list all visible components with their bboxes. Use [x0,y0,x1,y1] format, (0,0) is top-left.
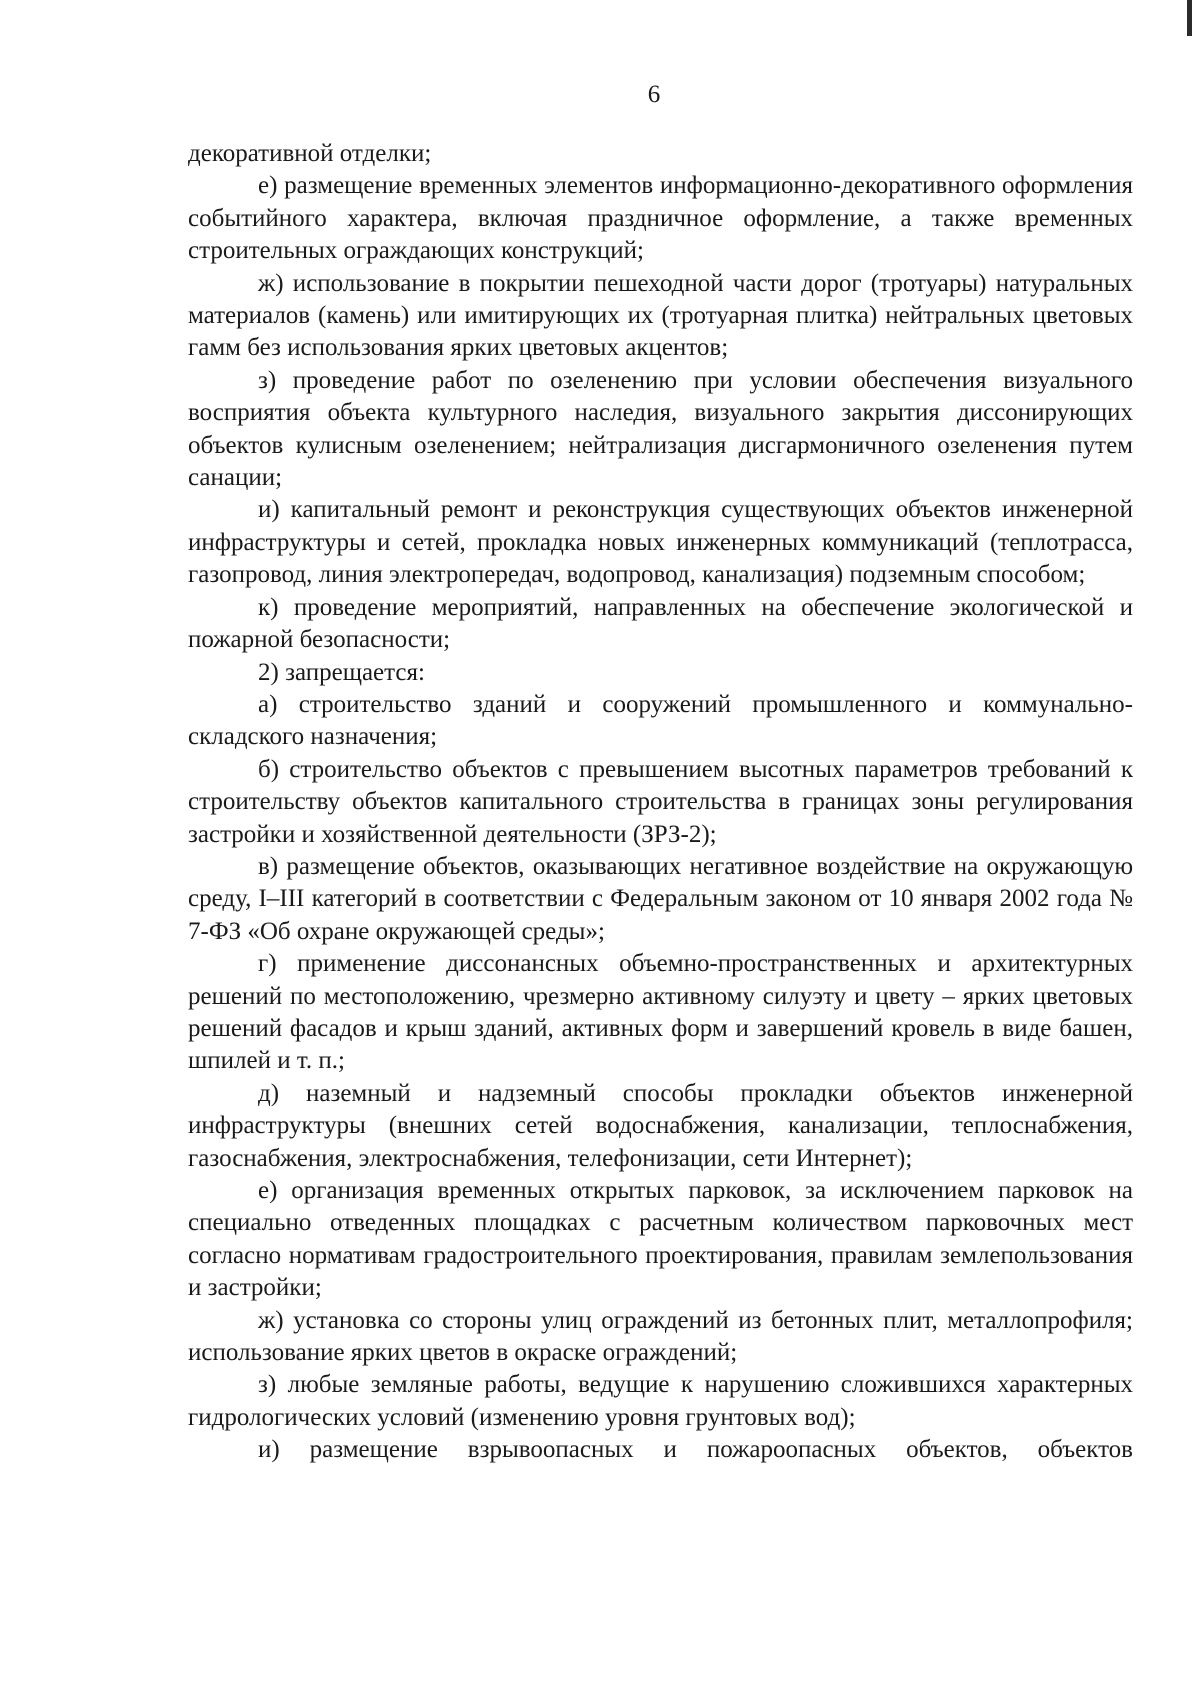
paragraph-prohibited-b: б) строительство объектов с превышением высотных параметров требований к строительству объектов капитального строительства в границах зоны регулирования застройки и хозяйственной деятельности (ЗРЗ-2); [188,755,1133,848]
paragraph-prohibited-zh: ж) установка со стороны улиц ограждений из бетонных плит, металлопрофиля; использование ярких цветов в окраске ограждений; [188,1306,1133,1367]
paragraph-item-zh: ж) использование в покрытии пешеходной части дорог (тротуары) натуральных материалов (камень) или имитирующих их (тротуарная плитка) нейтральных цветовых гамм без использования ярких цветовых акцентов; [188,269,1133,362]
document-body [188,138,1133,1467]
paragraph-prohibited-z: з) любые земляные работы, ведущие к нарушению сложившихся характерных гидрологических условий (изменению уровня грунтовых вод); [188,1371,1133,1431]
paragraph-prohibited-g: г) применение диссонансных объемно-пространственных и архитектурных решений по местоположению, чрезмерно активному силуэту и цвету – ярких цветовых решений фасадов и крыш зданий, активных форм и завершений кровель в виде башен, шпилей и т. п.; [188,950,1133,1075]
paragraph-prohibited-v: в) размещение объектов, оказывающих негативное воздействие на окружающую среду, I–III категорий в соответствии с Федеральным законом от 10 января 2002 года № 7-ФЗ «Об охране окружающей среды»; [188,852,1133,945]
paragraph-item-i: и) капитальный ремонт и реконструкция существующих объектов инженерной инфраструктуры и сетей, прокладка новых инженерных коммуникаций (теплотрасса, газопровод, линия электропередач, водопровод, канализация) подземным способом; [188,496,1133,589]
paragraph-item-e: е) размещение временных элементов информационно-декоративного оформления событийного характера, включая праздничное оформление, а также временных строительных ограждающих конструкций; [188,172,1133,265]
paragraph-continuation: декоративной отделки; [188,140,432,167]
paragraph-prohibited-heading: 2) запрещается: [258,658,425,686]
paragraph-item-z: з) проведение работ по озеленению при условии обеспечения визуального восприятия объекта культурного наследия, визуального закрытия диссонирующих объектов кулисным озеленением; нейтрализация дисгармоничного озеленения путем санации; [188,366,1133,492]
paragraph-prohibited-e: е) организация временных открытых парковок, за исключением парковок на специально отведенных площадках с расчетным количеством парковочных мест согласно нормативам градостроительного проектирования, правилам землепользования и застройки; [188,1177,1133,1302]
paragraph-item-k: к) проведение мероприятий, направленных на обеспечение экологической и пожарной безопасности; [188,593,1133,654]
paragraph-prohibited-i: и) размещение взрывоопасных и пожароопасных объектов, объектов [258,1436,1133,1464]
scan-edge-mark [1187,0,1192,36]
paragraph-prohibited-d: д) наземный и надземный способы прокладки объектов инженерной инфраструктуры (внешних сетей водоснабжения, канализации, теплоснабжения, газоснабжения, электроснабжения, телефонизации, сети Интернет); [188,1079,1133,1172]
page-number: 6 [647,81,661,108]
paragraph-prohibited-a: а) строительство зданий и сооружений промышленного и коммунально-складского назначения; [188,690,1133,751]
